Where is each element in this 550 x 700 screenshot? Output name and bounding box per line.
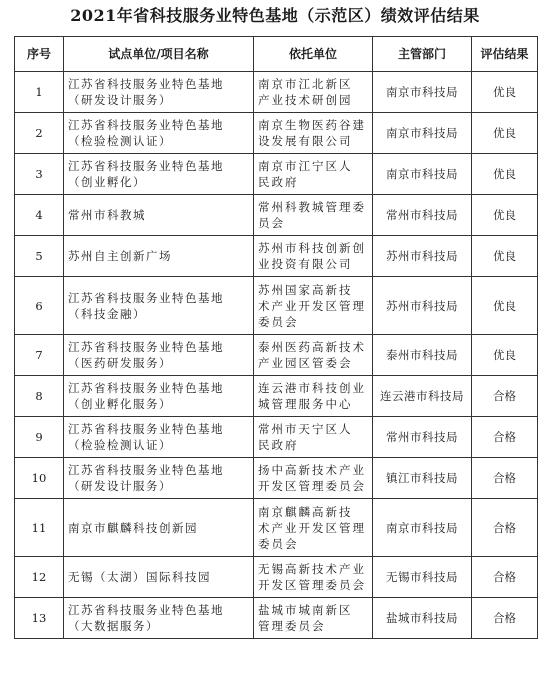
- table-row: [15, 335, 538, 376]
- dependent-unit-line: 连云港市科技创业: [258, 381, 366, 395]
- dependent-unit-line: 业投资有限公司: [258, 257, 353, 271]
- dependent-unit-line: 南京市江北新区: [258, 77, 353, 91]
- dependent-unit-line: 委员会: [258, 314, 299, 329]
- project-name-line: （创业孵化）: [68, 175, 146, 189]
- cell-serial-number: 1: [15, 72, 64, 113]
- table-body: [15, 72, 538, 639]
- dependent-unit-line: 开发区管理委员会: [258, 479, 366, 493]
- cell-serial-number: 3: [15, 154, 64, 195]
- cell-dependent-unit: [254, 277, 373, 335]
- project-name-line: 江苏省科技服务业特色基地: [68, 603, 224, 617]
- cell-serial-number: 11: [15, 499, 64, 557]
- dependent-unit-line: 设发展有限公司: [258, 134, 353, 148]
- cell-result: 合格: [472, 458, 538, 499]
- results-table: [14, 36, 538, 639]
- cell-department: 泰州市科技局: [373, 335, 472, 376]
- cell-serial-number: 7: [15, 335, 64, 376]
- table-header-row: [15, 37, 538, 72]
- project-name-line: 江苏省科技服务业特色基地: [68, 422, 224, 436]
- cell-dependent-unit: [254, 72, 373, 113]
- cell-project-name: [64, 499, 254, 557]
- cell-project-name: [64, 277, 254, 335]
- cell-result: 优良: [472, 154, 538, 195]
- project-name-line: 南京市麒麟科技创新园: [68, 520, 198, 535]
- project-name-line: （研发设计服务）: [68, 93, 172, 107]
- cell-serial-number: 9: [15, 417, 64, 458]
- dependent-unit-line: 常州市天宁区人: [258, 422, 353, 436]
- cell-department: 苏州市科技局: [373, 236, 472, 277]
- cell-result: 优良: [472, 72, 538, 113]
- cell-serial-number: 2: [15, 113, 64, 154]
- cell-department: 苏州市科技局: [373, 277, 472, 335]
- cell-serial-number: 4: [15, 195, 64, 236]
- dependent-unit-line: 员会: [258, 216, 285, 230]
- cell-result: 合格: [472, 499, 538, 557]
- cell-serial-number: 5: [15, 236, 64, 277]
- cell-project-name: [64, 113, 254, 154]
- dependent-unit-line: 开发区管理委员会: [258, 578, 366, 592]
- project-name-line: （检验检测认证）: [68, 438, 172, 452]
- cell-dependent-unit: [254, 335, 373, 376]
- project-name-line: （医药研发服务）: [68, 356, 172, 370]
- dependent-unit-line: 产业园区管委会: [258, 356, 353, 370]
- cell-project-name: [64, 417, 254, 458]
- table-row: [15, 417, 538, 458]
- dependent-unit-line: 术产业开发区管理: [258, 520, 366, 535]
- cell-department: 常州市科技局: [373, 417, 472, 458]
- project-name-line: 江苏省科技服务业特色基地: [68, 463, 224, 477]
- cell-department: 盐城市科技局: [373, 598, 472, 639]
- cell-serial-number: 8: [15, 376, 64, 417]
- cell-result: 优良: [472, 277, 538, 335]
- project-name-line: 江苏省科技服务业特色基地: [68, 340, 224, 354]
- table-row: [15, 499, 538, 557]
- dependent-unit-line: 苏州国家高新技: [258, 282, 353, 297]
- table-row: [15, 376, 538, 417]
- header-project-name: 试点单位/项目名称: [64, 37, 254, 72]
- cell-result: 优良: [472, 195, 538, 236]
- project-name-line: 常州市科教城: [68, 208, 146, 222]
- cell-project-name: [64, 376, 254, 417]
- cell-result: 优良: [472, 335, 538, 376]
- dependent-unit-line: 城管理服务中心: [258, 397, 353, 411]
- cell-dependent-unit: [254, 499, 373, 557]
- table-row: [15, 598, 538, 639]
- cell-department: 南京市科技局: [373, 113, 472, 154]
- cell-department: 南京市科技局: [373, 72, 472, 113]
- project-name-line: （检验检测认证）: [68, 134, 172, 148]
- dependent-unit-line: 南京市江宁区人: [258, 159, 353, 173]
- cell-department: 南京市科技局: [373, 154, 472, 195]
- cell-project-name: [64, 335, 254, 376]
- cell-serial-number: 12: [15, 557, 64, 598]
- dependent-unit-line: 术产业开发区管理: [258, 298, 366, 313]
- project-name-line: 江苏省科技服务业特色基地: [68, 77, 224, 91]
- dependent-unit-line: 南京生物医药谷建: [258, 118, 366, 132]
- header-serial-number: 序号: [15, 37, 64, 72]
- cell-dependent-unit: [254, 557, 373, 598]
- cell-dependent-unit: [254, 154, 373, 195]
- dependent-unit-line: 民政府: [258, 175, 299, 189]
- cell-result: 优良: [472, 236, 538, 277]
- table-row: [15, 277, 538, 335]
- table-row: [15, 72, 538, 113]
- project-name-line: （科技金融）: [68, 306, 146, 321]
- cell-result: 优良: [472, 113, 538, 154]
- cell-department: 南京市科技局: [373, 499, 472, 557]
- table-row: [15, 154, 538, 195]
- cell-dependent-unit: [254, 458, 373, 499]
- project-name-line: 苏州自主创新广场: [68, 249, 172, 263]
- cell-result: 合格: [472, 557, 538, 598]
- cell-dependent-unit: [254, 236, 373, 277]
- table-row: [15, 236, 538, 277]
- dependent-unit-line: 苏州市科技创新创: [258, 241, 366, 255]
- project-name-line: 江苏省科技服务业特色基地: [68, 159, 224, 173]
- cell-department: 无锡市科技局: [373, 557, 472, 598]
- dependent-unit-line: 民政府: [258, 438, 299, 452]
- dependent-unit-line: 常州科教城管理委: [258, 200, 366, 214]
- cell-serial-number: 13: [15, 598, 64, 639]
- project-name-line: （研发设计服务）: [68, 479, 172, 493]
- table-row: [15, 195, 538, 236]
- cell-project-name: [64, 72, 254, 113]
- project-name-line: （创业孵化服务）: [68, 397, 172, 411]
- cell-result: 合格: [472, 376, 538, 417]
- cell-dependent-unit: [254, 113, 373, 154]
- cell-dependent-unit: [254, 376, 373, 417]
- dependent-unit-line: 无锡高新技术产业: [258, 562, 366, 576]
- cell-project-name: [64, 195, 254, 236]
- project-name-line: （大数据服务）: [68, 619, 159, 633]
- cell-project-name: [64, 598, 254, 639]
- project-name-line: 江苏省科技服务业特色基地: [68, 381, 224, 395]
- dependent-unit-line: 委员会: [258, 536, 299, 551]
- cell-project-name: [64, 236, 254, 277]
- cell-project-name: [64, 154, 254, 195]
- table-row: [15, 557, 538, 598]
- header-result: 评估结果: [472, 37, 538, 72]
- cell-serial-number: 6: [15, 277, 64, 335]
- table-row: [15, 113, 538, 154]
- cell-dependent-unit: [254, 417, 373, 458]
- page-title: 2021年省科技服务业特色基地（示范区）绩效评估结果: [70, 6, 480, 25]
- cell-department: 常州市科技局: [373, 195, 472, 236]
- dependent-unit-line: 产业技术研创园: [258, 93, 353, 107]
- dependent-unit-line: 泰州医药高新技术: [258, 340, 366, 354]
- project-name-line: 江苏省科技服务业特色基地: [68, 118, 224, 132]
- dependent-unit-line: 管理委员会: [258, 619, 326, 633]
- dependent-unit-line: 南京麒麟高新技: [258, 504, 353, 519]
- header-dependent-unit: 依托单位: [254, 37, 373, 72]
- cell-project-name: [64, 458, 254, 499]
- project-name-line: 江苏省科技服务业特色基地: [68, 290, 224, 305]
- table-row: [15, 458, 538, 499]
- cell-dependent-unit: [254, 598, 373, 639]
- project-name-line: 无锡（太湖）国际科技园: [68, 570, 211, 584]
- cell-result: 合格: [472, 417, 538, 458]
- cell-department: 镇江市科技局: [373, 458, 472, 499]
- header-department: 主管部门: [373, 37, 472, 72]
- cell-serial-number: 10: [15, 458, 64, 499]
- cell-result: 合格: [472, 598, 538, 639]
- cell-dependent-unit: [254, 195, 373, 236]
- dependent-unit-line: 盐城市城南新区: [258, 603, 353, 617]
- dependent-unit-line: 扬中高新技术产业: [258, 463, 366, 477]
- cell-department: 连云港市科技局: [373, 376, 472, 417]
- cell-project-name: [64, 557, 254, 598]
